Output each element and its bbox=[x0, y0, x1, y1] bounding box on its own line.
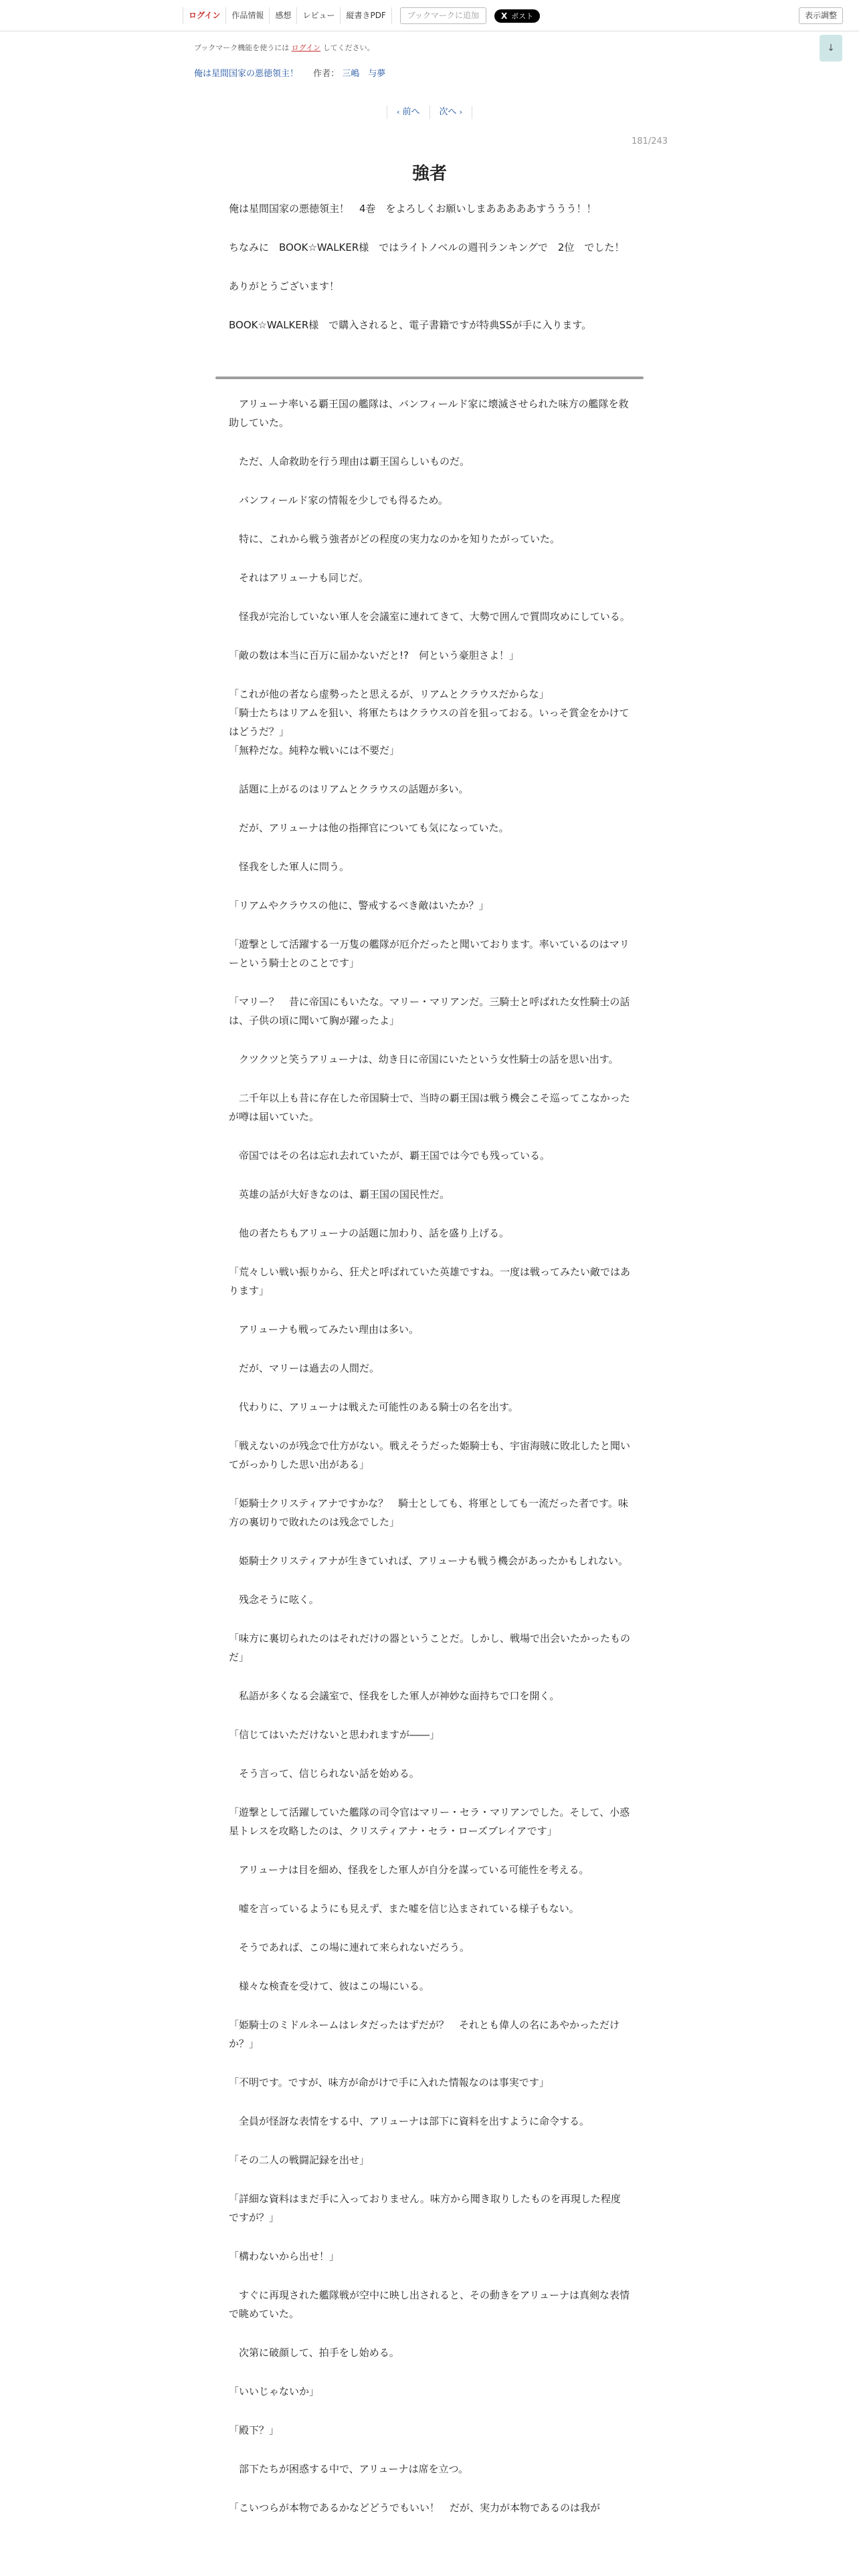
body-paragraph: 怪我をした軍人に問う。 bbox=[229, 861, 350, 873]
body-paragraph: 帝国ではその名は忘れ去れていたが、覇王国では今でも残っている。 bbox=[229, 1150, 551, 1162]
body-paragraph: それはアリューナも同じだ。 bbox=[229, 572, 369, 584]
body-paragraph: そうであれば、この場に連れて来られないだろう。 bbox=[229, 1941, 470, 1953]
preface-paragraph: BOOK☆WALKER様 で購入されると、電子書籍ですが特典SSが手に入ります。 bbox=[229, 319, 592, 331]
next-label: 次へ bbox=[439, 107, 457, 117]
body-paragraph: 英雄の話が大好きなのは、覇王国の国民性だ。 bbox=[229, 1188, 450, 1200]
nav-work-info[interactable]: 作品情報 bbox=[225, 7, 269, 24]
body-paragraph: アリューナ率いる覇王国の艦隊は、バンフィールド家に壊滅させられた味方の艦隊を救助していた。 bbox=[229, 398, 629, 429]
display-adjust-button[interactable]: 表示調整 bbox=[799, 7, 843, 24]
body-paragraph: 怪我が完治していない軍人を会議室に連れてきて、大勢で囲んで質問攻めにしている。 bbox=[229, 611, 630, 623]
x-post-button[interactable] bbox=[494, 9, 540, 23]
body-paragraph: 嘘を言っているようにも見えず、また嘘を信じ込まされている様子もない。 bbox=[229, 1903, 579, 1915]
login-notice-suffix: してください。 bbox=[322, 43, 375, 52]
body-paragraph: 特に、これから戦う強者がどの程度の実力なのかを知りたがっていた。 bbox=[229, 533, 561, 545]
body-paragraph: 「遊撃として活躍する一万隻の艦隊が厄介だったと聞いております。率いているのはマリーという騎士とのことです」 bbox=[229, 938, 630, 969]
nav-login[interactable]: ログイン bbox=[183, 7, 225, 24]
next-episode-link[interactable] bbox=[430, 106, 473, 119]
body-paragraph: そう言って、信じられない話を始める。 bbox=[229, 1767, 419, 1780]
body-paragraph: 「構わないから出せ！」 bbox=[229, 2250, 340, 2262]
body-paragraph: だが、アリューナは他の指揮官についても気になっていた。 bbox=[229, 822, 509, 834]
body-paragraph: すぐに再現された艦隊戦が空中に映し出されると、その動きをアリューナは真剣な表情で眺めていた。 bbox=[229, 2289, 630, 2320]
main-nav bbox=[183, 7, 540, 24]
nav-reviews[interactable]: レビュー bbox=[296, 7, 340, 24]
body-paragraph: 姫騎士クリスティアナが生きていれば、アリューナも戦う機会があったかもしれない。 bbox=[229, 1555, 629, 1567]
login-notice-prefix: ブックマーク機能を使うには bbox=[194, 43, 290, 52]
body-paragraph: 「荒々しい戦い振りから、狂犬と呼ばれていた英雄ですね。一度は戦ってみたい敵ではあります」 bbox=[229, 1266, 631, 1297]
preface-paragraph: ありがとうございます！ bbox=[229, 280, 340, 292]
body-paragraph: だが、マリーは過去の人間だ。 bbox=[229, 1362, 380, 1374]
body-paragraph: 様々な検査を受けて、彼はこの場にいる。 bbox=[229, 1980, 430, 1992]
scroll-down-icon[interactable]: ↓ bbox=[820, 35, 842, 62]
body-paragraph: 「味方に裏切られたのはそれだけの器ということだ。しかし、戦場で出会いたかったものだ」 bbox=[229, 1632, 631, 1663]
body-paragraph: 「姫騎士のミドルネームはレタだったはずだが？ それとも偉人の名にあやかっただけか？」 bbox=[229, 2019, 619, 2050]
work-info-line bbox=[194, 66, 385, 79]
body-paragraph: 部下たちが困惑する中で、アリューナは席を立つ。 bbox=[229, 2463, 469, 2475]
author-label: 作者： bbox=[313, 69, 340, 79]
chevron-right-icon: › bbox=[459, 108, 463, 116]
body-paragraph: 「殿下？」 bbox=[229, 2424, 280, 2436]
preface-section bbox=[229, 199, 630, 354]
body-paragraph: バンフィールド家の情報を少しでも得るため。 bbox=[229, 494, 448, 506]
body-paragraph: ただ、人命救助を行う理由は覇王国らしいものだ。 bbox=[229, 455, 470, 467]
login-notice bbox=[194, 42, 375, 53]
body-paragraph: 次第に破顔して、拍手をし始める。 bbox=[229, 2347, 399, 2359]
preface-divider bbox=[215, 377, 644, 379]
body-paragraph: アリューナは目を細め、怪我をした軍人が自分を謀っている可能性を考える。 bbox=[229, 1864, 589, 1876]
episode-title: 強者 bbox=[411, 164, 447, 184]
body-paragraph: 「信じてはいただけないと思われますが――」 bbox=[229, 1729, 440, 1741]
top-navigation-bar bbox=[0, 0, 859, 31]
body-paragraph: 私語が多くなる会議室で、怪我をした軍人が神妙な面持ちで口を開く。 bbox=[229, 1690, 560, 1702]
body-paragraph: 「遊撃として活躍していた艦隊の司令官はマリー・セラ・マリアンでした。そして、小惑星トレスを攻略したのは、クリスティアナ・セラ・ローズブレイアです」 bbox=[229, 1806, 630, 1837]
episode-counter: 181/243 bbox=[632, 136, 668, 146]
nav-impressions[interactable]: 感想 bbox=[269, 7, 296, 24]
prev-episode-link[interactable] bbox=[387, 106, 430, 119]
body-paragraph: 「姫騎士クリスティアナですかな？ 騎士としても、将軍としても一流だった者です。味方の裏切りで敗れたのは残念でした」 bbox=[229, 1497, 629, 1528]
chevron-left-icon: ‹ bbox=[396, 108, 400, 116]
episode-body bbox=[229, 395, 630, 2537]
body-paragraph: 「リアムやクラウスの他に、警戒するべき敵はいたか？」 bbox=[229, 899, 489, 911]
body-paragraph: 「戦えないのが残念で仕方がない。戦えそうだった姫騎士も、宇宙海賊に敗北したと聞いてがっかりした思い出がある」 bbox=[229, 1440, 631, 1471]
body-paragraph: 全員が怪訝な表情をする中、アリューナは部下に資料を出すように命令する。 bbox=[229, 2115, 589, 2127]
body-paragraph: 「敵の数は本当に百万に届かないだと!? 何という豪胆さよ！」 bbox=[229, 649, 519, 661]
preface-paragraph: 俺は星間国家の悪徳領主！ 4巻 をよろしくお願いしまあああああすううう！！ bbox=[229, 203, 597, 215]
body-paragraph: 他の者たちもアリューナの話題に加わり、話を盛り上げる。 bbox=[229, 1227, 509, 1239]
body-paragraph: 代わりに、アリューナは戦えた可能性のある騎士の名を出す。 bbox=[229, 1401, 518, 1413]
author-link[interactable]: 三嶋 与夢 bbox=[342, 69, 386, 79]
body-paragraph: 「こいつらが本物であるかなどどうでもいい！ だが、実力が本物であるのは我が bbox=[229, 2502, 601, 2514]
body-paragraph: アリューナも戦ってみたい理由は多い。 bbox=[229, 1323, 419, 1335]
add-bookmark-button[interactable]: ブックマークに追加 bbox=[400, 7, 486, 24]
body-paragraph: 残念そうに呟く。 bbox=[229, 1594, 319, 1606]
work-title-link[interactable]: 俺は星間国家の悪徳領主！ bbox=[194, 69, 299, 79]
body-paragraph: 話題に上がるのはリアムとクラウスの話題が多い。 bbox=[229, 783, 469, 795]
login-notice-link[interactable]: ログイン bbox=[291, 43, 321, 52]
prev-label: 前へ bbox=[402, 107, 420, 117]
body-paragraph: 「不明です。ですが、味方が命がけで手に入れた情報なのは事実です」 bbox=[229, 2076, 549, 2088]
body-paragraph: 「詳細な資料はまだ手に入っておりません。味方から聞き取りしたものを再現した程度ですが？」 bbox=[229, 2193, 621, 2224]
episode-pager bbox=[0, 106, 859, 119]
body-paragraph: 二千年以上も昔に存在した帝国騎士で、当時の覇王国は戦う機会こそ巡ってこなかったが噂は届いていた。 bbox=[229, 1092, 630, 1123]
preface-paragraph: ちなみに BOOK☆WALKER様 ではライトノベルの週刊ランキングで 2位 でした！ bbox=[229, 241, 625, 253]
body-paragraph: 「マリー？ 昔に帝国にもいたな。マリー・マリアンだ。三騎士と呼ばれた女性騎士の話は、子供の頃に聞いて胸が躍ったよ」 bbox=[229, 996, 630, 1027]
body-paragraph: クツクツと笑うアリューナは、幼き日に帝国にいたという女性騎士の話を思い出す。 bbox=[229, 1053, 619, 1065]
body-paragraph: 「いいじゃないか」 bbox=[229, 2385, 320, 2397]
x-logo-icon: X bbox=[501, 11, 508, 21]
x-post-label: ポスト bbox=[511, 11, 534, 21]
nav-vertical-pdf[interactable]: 縦書きPDF bbox=[340, 7, 391, 24]
body-paragraph: 「その二人の戦闘記録を出せ」 bbox=[229, 2154, 370, 2166]
body-paragraph: 「これが他の者なら虚勢ったと思えるが、リアムとクラウスだからな」 「騎士たちはリアムを狙い、将軍たちはクラウスの首を狙っておる。いっそ賞金をかけてはどうだ？」 「無粋だな。純粋な戦いには不要だ」 bbox=[229, 688, 630, 756]
